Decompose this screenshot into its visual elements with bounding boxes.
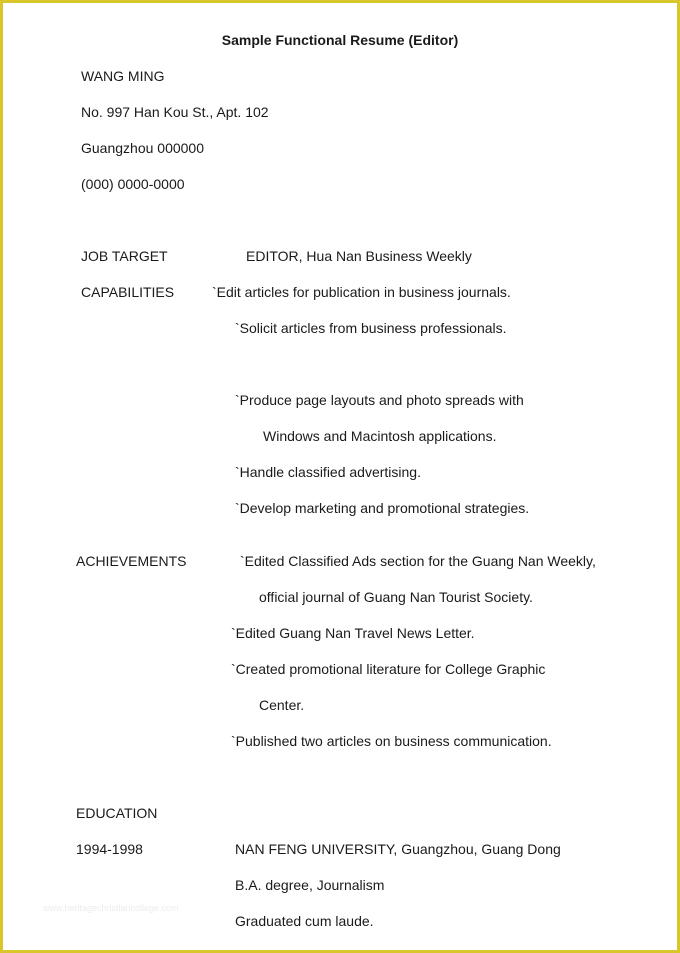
achievements-label: ACHIEVEMENTS <box>76 553 187 569</box>
capabilities-label: CAPABILITIES <box>81 284 175 300</box>
contact-name: WANG MING <box>81 68 165 84</box>
education-degree: B.A. degree, Journalism <box>235 877 385 893</box>
education-label: EDUCATION <box>76 805 158 821</box>
capability-item: `Produce page layouts and photo spreads with <box>235 392 524 408</box>
capability-item: `Edit articles for publication in business journals. <box>212 284 511 300</box>
achievement-item: `Published two articles on business communication. <box>231 733 552 749</box>
contact-city: Guangzhou 000000 <box>81 140 204 156</box>
job-target-value: EDITOR, Hua Nan Business Weekly <box>246 248 472 264</box>
contact-address: No. 997 Han Kou St., Apt. 102 <box>81 104 269 120</box>
job-target-label: JOB TARGET <box>81 248 168 264</box>
achievement-item-continuation: Center. <box>259 697 305 713</box>
capability-item: `Solicit articles from business professionals. <box>235 320 507 336</box>
document-title: Sample Functional Resume (Editor) <box>221 32 459 48</box>
achievement-item: `Edited Classified Ads section for the Guang Nan Weekly, <box>240 553 596 569</box>
education-school: NAN FENG UNIVERSITY, Guangzhou, Guang Dong <box>235 841 561 857</box>
contact-phone: (000) 0000-0000 <box>81 176 185 192</box>
achievement-item: `Created promotional literature for College Graphic <box>231 661 546 677</box>
capability-item: `Handle classified advertising. <box>235 464 421 480</box>
achievement-item: `Edited Guang Nan Travel News Letter. <box>231 625 475 641</box>
watermark: www.heritagechristiancollege.com <box>43 903 179 913</box>
education-years: 1994-1998 <box>76 841 143 857</box>
capability-item: `Develop marketing and promotional strategies. <box>235 500 530 516</box>
education-honors: Graduated cum laude. <box>235 913 374 929</box>
achievement-item-continuation: official journal of Guang Nan Tourist Society. <box>259 589 533 605</box>
capability-item-continuation: Windows and Macintosh applications. <box>263 428 497 444</box>
